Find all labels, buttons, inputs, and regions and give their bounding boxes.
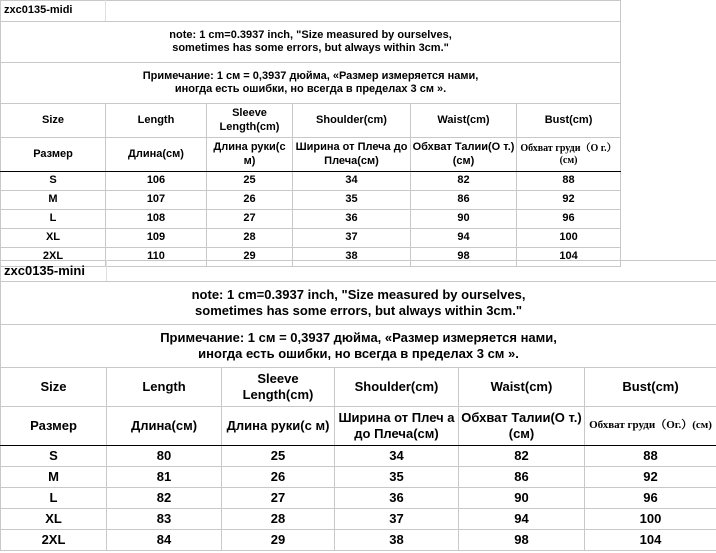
cell-length: 110 <box>106 248 207 267</box>
cell-length: 107 <box>106 191 207 210</box>
header-ru-sleeve: Длина руки(с м) <box>222 407 335 446</box>
cell-shoulder: 35 <box>293 191 411 210</box>
note-russian-line-2: иногда есть ошибки, но всегда в пределах 3 см ». <box>174 83 447 95</box>
cell-sleeve: 28 <box>207 229 293 248</box>
header-shoulder: Shoulder(cm) <box>293 104 411 138</box>
table-row <box>1 446 716 467</box>
table-row <box>1 210 621 229</box>
header-ru-waist: Обхват Талии(О т.)(см) <box>459 407 585 446</box>
header-size: Size <box>1 368 107 407</box>
cell-sleeve: 29 <box>207 248 293 267</box>
cell-waist: 90 <box>459 488 585 509</box>
cell-waist: 82 <box>411 172 517 191</box>
header-ru-size: Размер <box>1 407 107 446</box>
note-english <box>1 22 621 63</box>
cell-sleeve: 26 <box>207 191 293 210</box>
size-table-midi <box>0 0 621 267</box>
cell-length: 81 <box>107 467 222 488</box>
note-russian <box>1 325 716 368</box>
note-russian <box>1 63 621 104</box>
cell-size: L <box>1 488 107 509</box>
note-english-line-1: note: 1 cm=0.3937 inch, "Size measured by ourselves, <box>191 287 526 303</box>
header-length: Length <box>106 104 207 138</box>
header-ru-length: Длина(см) <box>106 138 207 172</box>
product-code: zxc0135-midi <box>1 1 106 22</box>
cell-sleeve: 28 <box>222 509 335 530</box>
cell-waist: 94 <box>411 229 517 248</box>
note-english-line-2: sometimes has some errors, but always within 3cm." <box>172 42 449 54</box>
title-blank <box>107 261 716 282</box>
cell-sleeve: 26 <box>222 467 335 488</box>
cell-waist: 90 <box>411 210 517 229</box>
header-ru-sleeve: Длина руки(с м) <box>207 138 293 172</box>
cell-shoulder: 35 <box>335 467 459 488</box>
cell-length: 106 <box>106 172 207 191</box>
note-russian-line-2: иногда есть ошибки, но всегда в пределах 3 см ». <box>198 346 519 361</box>
header-size: Size <box>1 104 106 138</box>
header-sleeve: Sleeve Length(cm) <box>222 368 335 407</box>
cell-waist: 86 <box>411 191 517 210</box>
cell-shoulder: 37 <box>293 229 411 248</box>
cell-size: S <box>1 172 106 191</box>
table-row <box>1 467 716 488</box>
header-ru-shoulder: Ширина от Плеча до Плеча(см) <box>293 138 411 172</box>
cell-bust: 88 <box>517 172 621 191</box>
header-ru-bust: Обхват груди（Ог.）(см) <box>585 407 716 446</box>
note-english-line-2: sometimes has some errors, but always within 3cm." <box>195 303 522 318</box>
cell-bust: 92 <box>517 191 621 210</box>
cell-size: XL <box>1 229 106 248</box>
cell-bust: 96 <box>517 210 621 229</box>
header-ru-bust: Обхват груди（О г.）(см) <box>517 138 621 172</box>
cell-sleeve: 27 <box>207 210 293 229</box>
cell-shoulder: 34 <box>293 172 411 191</box>
note-russian-line-1: Примечание: 1 см = 0,3937 дюйма, «Размер измеряется нами, <box>160 330 557 346</box>
header-ru-waist: Обхват Талии(О т.)(см) <box>411 138 517 172</box>
header-bust: Bust(cm) <box>585 368 716 407</box>
cell-size: 2XL <box>1 248 106 267</box>
table-row <box>1 488 716 509</box>
cell-bust: 100 <box>585 509 716 530</box>
note-english <box>1 282 716 325</box>
header-ru-shoulder: Ширина от Плеч а до Плеча(см) <box>335 407 459 446</box>
cell-bust: 96 <box>585 488 716 509</box>
cell-bust: 88 <box>585 446 716 467</box>
header-waist: Waist(cm) <box>459 368 585 407</box>
header-shoulder: Shoulder(cm) <box>335 368 459 407</box>
cell-waist: 98 <box>411 248 517 267</box>
cell-bust: 100 <box>517 229 621 248</box>
cell-waist: 82 <box>459 446 585 467</box>
table-row <box>1 172 621 191</box>
cell-bust: 104 <box>517 248 621 267</box>
cell-shoulder: 34 <box>335 446 459 467</box>
cell-sleeve: 27 <box>222 488 335 509</box>
cell-length: 109 <box>106 229 207 248</box>
header-waist: Waist(cm) <box>411 104 517 138</box>
cell-length: 82 <box>107 488 222 509</box>
cell-shoulder: 38 <box>293 248 411 267</box>
cell-size: S <box>1 446 107 467</box>
note-russian-line-1: Примечание: 1 см = 0,3937 дюйма, «Размер измеряется нами, <box>142 69 479 82</box>
cell-shoulder: 37 <box>335 509 459 530</box>
cell-size: M <box>1 191 106 210</box>
cell-size: L <box>1 210 106 229</box>
table-row <box>1 509 716 530</box>
cell-shoulder: 38 <box>335 530 459 551</box>
note-english-line-1: note: 1 cm=0.3937 inch, "Size measured by ourselves, <box>169 28 452 41</box>
cell-shoulder: 36 <box>335 488 459 509</box>
size-table-mini <box>0 260 716 551</box>
cell-length: 83 <box>107 509 222 530</box>
title-blank <box>106 1 621 22</box>
cell-bust: 92 <box>585 467 716 488</box>
cell-size: 2XL <box>1 530 107 551</box>
header-bust: Bust(cm) <box>517 104 621 138</box>
cell-length: 108 <box>106 210 207 229</box>
cell-size: XL <box>1 509 107 530</box>
cell-size: M <box>1 467 107 488</box>
cell-sleeve: 25 <box>222 446 335 467</box>
cell-length: 84 <box>107 530 222 551</box>
table-row <box>1 229 621 248</box>
header-ru-size: Размер <box>1 138 106 172</box>
cell-bust: 104 <box>585 530 716 551</box>
header-ru-length: Длина(см) <box>107 407 222 446</box>
cell-waist: 86 <box>459 467 585 488</box>
header-sleeve: Sleeve Length(cm) <box>207 104 293 138</box>
product-code: zxc0135-mini <box>1 261 107 282</box>
header-length: Length <box>107 368 222 407</box>
cell-waist: 98 <box>459 530 585 551</box>
cell-shoulder: 36 <box>293 210 411 229</box>
table-row <box>1 530 716 551</box>
cell-length: 80 <box>107 446 222 467</box>
cell-sleeve: 25 <box>207 172 293 191</box>
table-row <box>1 191 621 210</box>
cell-sleeve: 29 <box>222 530 335 551</box>
cell-waist: 94 <box>459 509 585 530</box>
